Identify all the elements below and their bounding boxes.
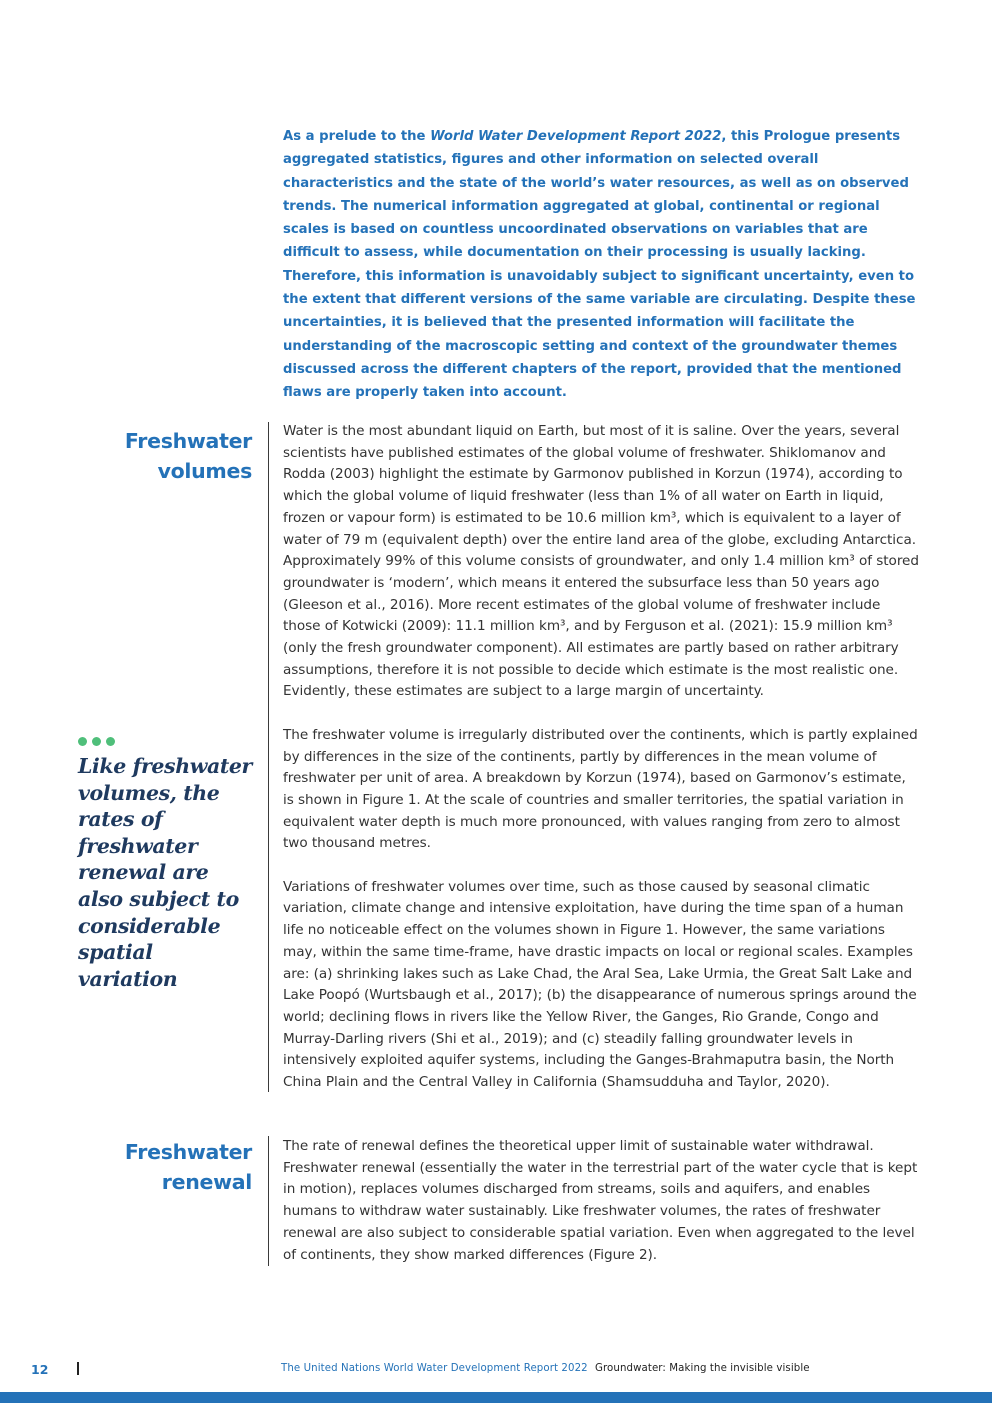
heading-line: renewal	[161, 1170, 252, 1194]
paragraph: The rate of renewal defines the theoretical upper limit of sustainable water withdrawal. Freshwater renewal (essentially the water in the terrestrial part of the water cycle that is kept in motion), replaces volumes discharged from streams, soils and aquifers, and enables humans to withdraw water sustainably. Like freshwater volumes, the rates of freshwater renewal are also subject to considerable spatial variation. Even when aggregated to the level of continents, they show marked differences (Figure 2).	[283, 1138, 918, 1263]
page-footer	[0, 1358, 992, 1382]
intro-suffix: , this Prologue presents aggregated statistics, figures and other information on selected overall characteristics and the state of the world’s water resources, as well as on observed trends. The numerical information aggregated at global, continental or regional scales is based on countless uncoordinated observations on variables that are difficult to assess, while documentation on their processing is usually lacking. Therefore, this information is unavoidably subject to significant uncertainty, even to the extent that different versions of the same variable are circulating. Despite these uncertainties, it is believed that the presented information will facilitate the understanding of the macroscopic setting and context of the groundwater themes discussed across the different chapters of the report, provided that the mentioned flaws are properly taken into account.	[283, 129, 916, 401]
heading-line: Freshwater	[124, 1140, 252, 1164]
footer-separator	[77, 1362, 79, 1375]
dot	[106, 737, 115, 746]
paragraph: Water is the most abundant liquid on Earth, but most of it is saline. Over the years, several scientists have published estimates of the global volume of freshwater. Shiklomanov and Rodda (2003) highlight the estimate by Garmonov published in Korzun (1974), according to which the global volume of liquid freshwater (less than 1% of all water on Earth in liquid, frozen or vapour form) is estimated to be 10.6 million km³, which is equivalent to a layer of water of 79 m (equivalent depth) over the entire land area of the globe, excluding Antarctica. Approximately 99% of this volume consists of groundwater, and only 1.4 million km³ of stored groundwater is ‘modern’, which means it entered the subsurface less than 50 years ago (Gleeson et al., 2016). More recent estimates of the global volume of freshwater include those of Kotwicki (2009): 11.1 million km³, and by Ferguson et al. (2021): 15.9 million km³ (only the fresh groundwater component). All estimates are partly based on rather arbitrary assumptions, therefore it is not possible to decide which estimate is the most realistic one. Evidently, these estimates are subject to a large margin of uncertainty.	[283, 423, 919, 700]
section-heading-freshwater-renewal	[32, 1137, 252, 1197]
prologue-intro	[283, 125, 919, 405]
footer-report-title: The United Nations World Water Development Report 2022	[281, 1363, 588, 1374]
intro-prefix: As a prelude to the	[283, 129, 431, 144]
paragraph: The freshwater volume is irregularly distributed over the continents, which is partly explained by differences in the size of the continents, partly by differences in the mean volume of freshwater per unit of area. A breakdown by Korzun (1974), based on Garmonov’s estimate, is shown in Figure 1. At the scale of countries and smaller territories, the spatial variation in equivalent water depth is much more pronounced, with values ranging from zero to almost two thousand metres.	[283, 726, 918, 852]
pull-quote: Like freshwater volumes, the rates of freshwater renewal are also subject to considerable spatial variation	[78, 754, 252, 991]
intro-report-title: World Water Development Report 2022	[430, 129, 722, 144]
section-heading-freshwater-volumes	[32, 426, 252, 486]
paragraph: Variations of freshwater volumes over time, such as those caused by seasonal climatic variation, climate change and intensive exploitation, have during the time span of a human life no noticeable effect on the volumes shown in Figure 1. However, the same variations may, within the same time-frame, have drastic impacts on local or regional scales. Examples are: (a) shrinking lakes such as Lake Chad, the Aral Sea, Lake Urmia, the Great Salt Lake and Lake Poopó (Wurtsbaugh et al., 2017); (b) the disappearance of numerous springs around the world; declining flows in rivers like the Yellow River, the Ganges, Rio Grande, Congo and Murray-Darling rivers (Shi et al., 2019); and (c) steadily falling groundwater levels in intensively exploited aquifer systems, including the Ganges-Brahmaputra basin, the North China Plain and the Central Valley in California (Shamsudduha and Taylor, 2020).	[283, 878, 917, 1091]
heading-line: volumes	[157, 459, 252, 483]
heading-line: Freshwater	[124, 429, 252, 453]
section-body-freshwater-renewal	[283, 1136, 919, 1266]
dot	[92, 737, 101, 746]
section-body-freshwater-volumes	[283, 421, 919, 1094]
dot	[78, 737, 87, 746]
footer-report-subtitle: Groundwater: Making the invisible visible	[595, 1363, 810, 1374]
section-divider	[268, 422, 269, 1092]
section-divider	[268, 1136, 269, 1266]
bottom-color-band	[0, 1392, 992, 1403]
page-number: 12	[31, 1362, 49, 1377]
pull-quote-dots-icon	[78, 737, 118, 747]
